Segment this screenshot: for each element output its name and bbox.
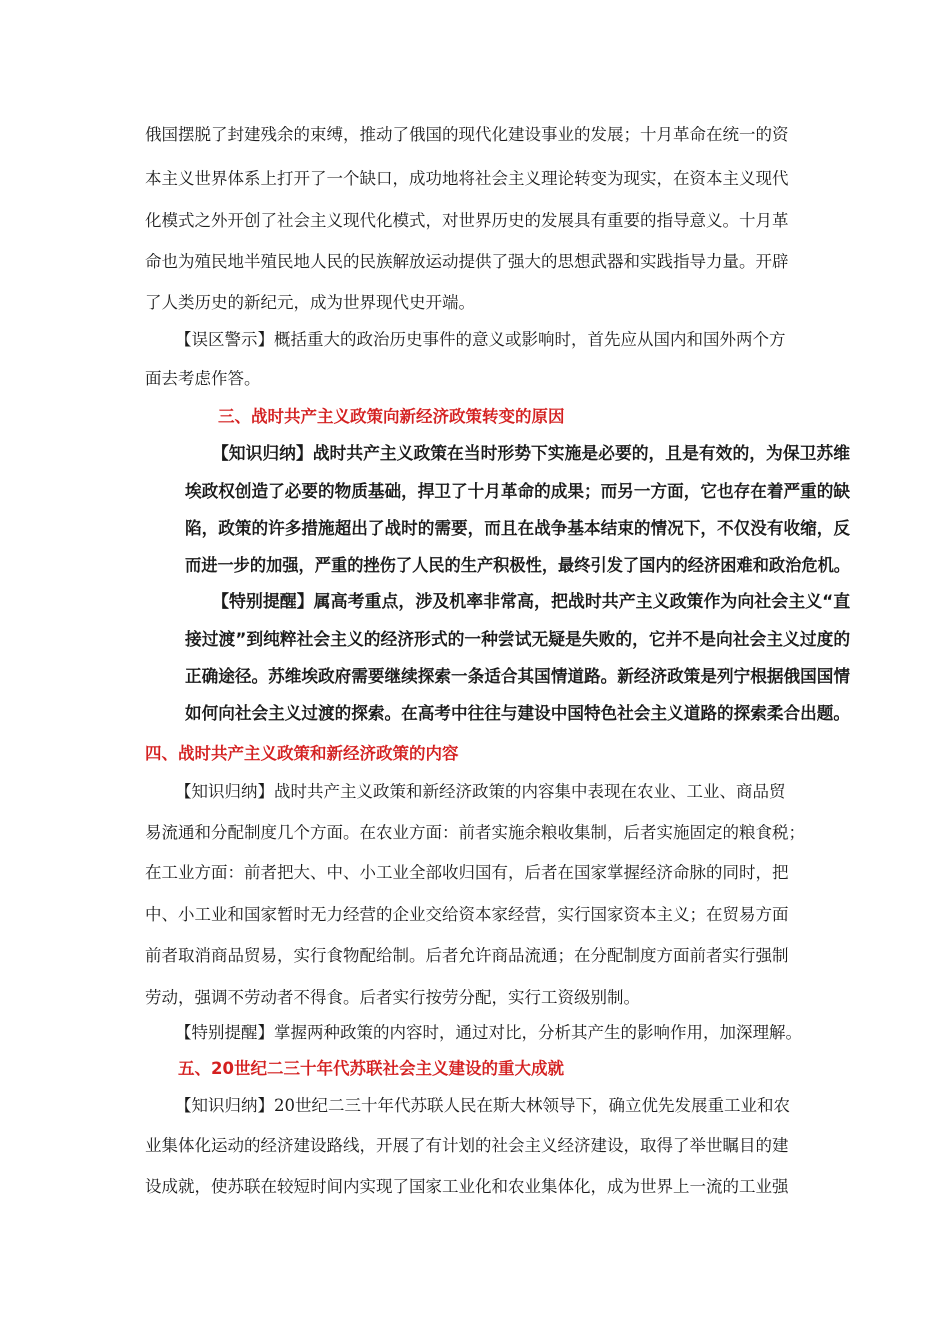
section4-knowledge-line-4: 中、小工业和国家暂时无力经营的企业交给资本家经营，实行国家资本主义；在贸易方面 <box>145 905 789 924</box>
section3-knowledge-line-1: 【知识归纳】战时共产主义政策在当时形势下实施是必要的，且是有效的，为保卫苏维 <box>212 444 850 464</box>
section4-knowledge-line-2: 易流通和分配制度几个方面。在农业方面：前者实施余粮收集制，后者实施固定的粮食税； <box>145 823 805 842</box>
section4-heading: 四、战时共产主义政策和新经济政策的内容 <box>145 744 459 763</box>
intro-line-1: 俄国摆脱了封建残余的束缚，推动了俄国的现代化建设事业的发展；十月革命在统一的资 <box>145 125 789 144</box>
section5-knowledge-line-2: 业集体化运动的经济建设路线，开展了有计划的社会主义经济建设，取得了举世瞩目的建 <box>145 1136 789 1155</box>
section3-heading: 三、战时共产主义政策向新经济政策转变的原因 <box>218 407 565 426</box>
section3-reminder-line-2: 接过渡”到纯粹社会主义的经济形式的一种尝试无疑是失败的，它并不是向社会主义过度的 <box>185 630 851 650</box>
section3-knowledge-line-2: 埃政权创造了必要的物质基础，捍卫了十月革命的成果；而另一方面，它也存在着严重的缺 <box>185 482 850 502</box>
warning-line-1: 【误区警示】概括重大的政治历史事件的意义或影响时，首先应从国内和国外两个方 <box>175 330 786 349</box>
intro-line-3: 化模式之外开创了社会主义现代化模式，对世界历史的发展具有重要的指导意义。十月革 <box>145 211 789 230</box>
section5-knowledge-line-1: 【知识归纳】20世纪二三十年代苏联人民在斯大林领导下，确立优先发展重工业和农 <box>175 1096 790 1115</box>
section4-knowledge-line-5: 前者取消商品贸易，实行食物配给制。后者允许商品流通；在分配制度方面前者实行强制 <box>145 946 789 965</box>
section3-reminder-line-1: 【特别提醒】属高考重点，涉及机率非常高，把战时共产主义政策作为向社会主义“直 <box>212 592 851 612</box>
section4-reminder: 【特别提醒】掌握两种政策的内容时，通过对比，分析其产生的影响作用，加深理解。 <box>175 1023 802 1042</box>
intro-line-2: 本主义世界体系上打开了一个缺口，成功地将社会主义理论转变为现实，在资本主义现代 <box>145 169 789 188</box>
intro-line-4: 命也为殖民地半殖民地人民的民族解放运动提供了强大的思想武器和实践指导力量。开辟 <box>145 252 789 271</box>
section5-knowledge-line-3: 设成就，使苏联在较短时间内实现了国家工业化和农业集体化，成为世界上一流的工业强 <box>145 1177 789 1196</box>
section4-knowledge-line-3: 在工业方面：前者把大、中、小工业全部收归国有，后者在国家掌握经济命脉的同时，把 <box>145 863 789 882</box>
section5-heading: 五、20世纪二三十年代苏联社会主义建设的重大成就 <box>178 1059 564 1078</box>
section3-reminder-line-4: 如何向社会主义过渡的探索。在高考中往往与建设中国特色社会主义道路的探索柔合出题。 <box>185 704 850 724</box>
section3-knowledge-line-3: 陷，政策的许多措施超出了战时的需要，而且在战争基本结束的情况下，不仅没有收缩，反 <box>185 519 850 539</box>
warning-line-2: 面去考虑作答。 <box>145 369 261 388</box>
section4-knowledge-line-6: 劳动，强调不劳动者不得食。后者实行按劳分配，实行工资级别制。 <box>145 988 640 1007</box>
intro-line-5: 了人类历史的新纪元，成为世界现代史开端。 <box>145 293 475 312</box>
section3-knowledge-line-4: 而进一步的加强，严重的挫伤了人民的生产积极性，最终引发了国内的经济困难和政治危机。 <box>185 556 851 576</box>
section4-knowledge-line-1: 【知识归纳】战时共产主义政策和新经济政策的内容集中表现在农业、工业、商品贸 <box>175 782 786 801</box>
section3-reminder-line-3: 正确途径。苏维埃政府需要继续探索一条适合其国情道路。新经济政策是列宁根据俄国国情 <box>185 667 850 687</box>
